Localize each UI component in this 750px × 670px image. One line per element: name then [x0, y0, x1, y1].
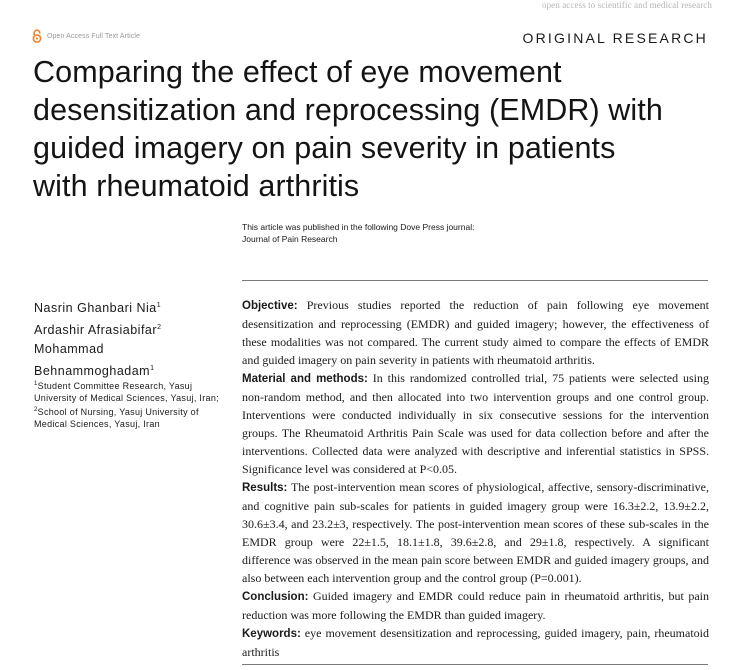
abstract	[242, 296, 709, 661]
author-1: Nasrin Ghanbari Nia$^1$	[34, 301, 161, 316]
author-3: Mohammad Behnammoghadam$^1$	[34, 342, 155, 379]
publication-note	[242, 221, 474, 245]
abstract-keywords: Keywords: eye movement desensitization and reprocessing, guided imagery, pain, rheumatoid arthritis	[242, 626, 709, 659]
open-access-label: Open Access Full Text Article	[47, 32, 141, 40]
publication-note-line: This article was published in the following Dove Press journal:	[242, 222, 475, 232]
open-access-line	[32, 29, 140, 43]
article-title: Comparing the effect of eye movement desensitization and reprocessing (EMDR) with guided imagery on pain severity in patients with rheumatoid arthritis	[33, 55, 663, 203]
author-2: Ardashir Afrasiabifar$^2$	[34, 323, 161, 338]
abstract-results: Results: The post-intervention mean scores of physiological, affective, sensory-discriminative, and cognitive pain sub-scales for patients in guided imagery group were 16.3±2.2, 13.9±2.2, 30.6±3.4, and 23.2±3, respectively. The post-intervention mean scores of these sub-scales in the EMDR group were 22±1.5, 18.1±1.8, 39.6±2.8, and 29±1.8, respectively. A significant difference was observed in the mean pain score between EMDR and guided imagery groups, and also between each intervention group and the control group (P=0.001).	[242, 480, 709, 585]
section-divider	[242, 280, 708, 281]
abstract-methods: Material and methods: In this randomized controlled trial, 75 patients were selected using non-random method, and then allocated into two intervention groups and one control group. Interventions were conducted individually in six consecutive sessions for the intervention groups. The Rheumatoid Arthritis Pain Scale was used for data collection before and after the interventions. Collected data were analyzed with descriptive and inferential statistics in SPSS. Significance level was considered at P<0.05.	[242, 371, 709, 476]
journal-name: Journal of Pain Research	[242, 234, 338, 244]
bottom-divider	[242, 664, 708, 665]
abstract-objective: Objective: Previous studies reported the reduction of pain following eye movement desensitization and reprocessing (EMDR) and guided imagery; however, the effectiveness of these modalities was not compared. The current study aimed to compare the effects of EMDR and guided imagery on pain severity in patients with rheumatoid arthritis.	[242, 298, 709, 367]
methods-label: Material and methods:	[242, 373, 368, 385]
results-label: Results:	[242, 482, 288, 494]
author-list	[34, 296, 229, 381]
affiliations: $^1$Student Committee Research, Yasuj University of Medical Sciences, Yasuj, Iran; $^2$School of Nursing, Yasuj University of Medical Sciences, Yasuj, Iran	[34, 381, 219, 429]
conclusion-label: Conclusion:	[242, 591, 309, 603]
abstract-conclusion: Conclusion: Guided imagery and EMDR could reduce pain in rheumatoid arthritis, but pain reduction was more following the EMDR than guided imagery.	[242, 589, 709, 622]
article-type: ORIGINAL RESEARCH	[522, 30, 708, 46]
objective-label: Objective:	[242, 300, 298, 312]
top-bar	[0, 0, 750, 18]
journal-tagline: open access to scientific and medical research	[541, 0, 712, 10]
open-access-lock-icon	[32, 29, 42, 43]
keywords-label: Keywords:	[242, 628, 301, 640]
